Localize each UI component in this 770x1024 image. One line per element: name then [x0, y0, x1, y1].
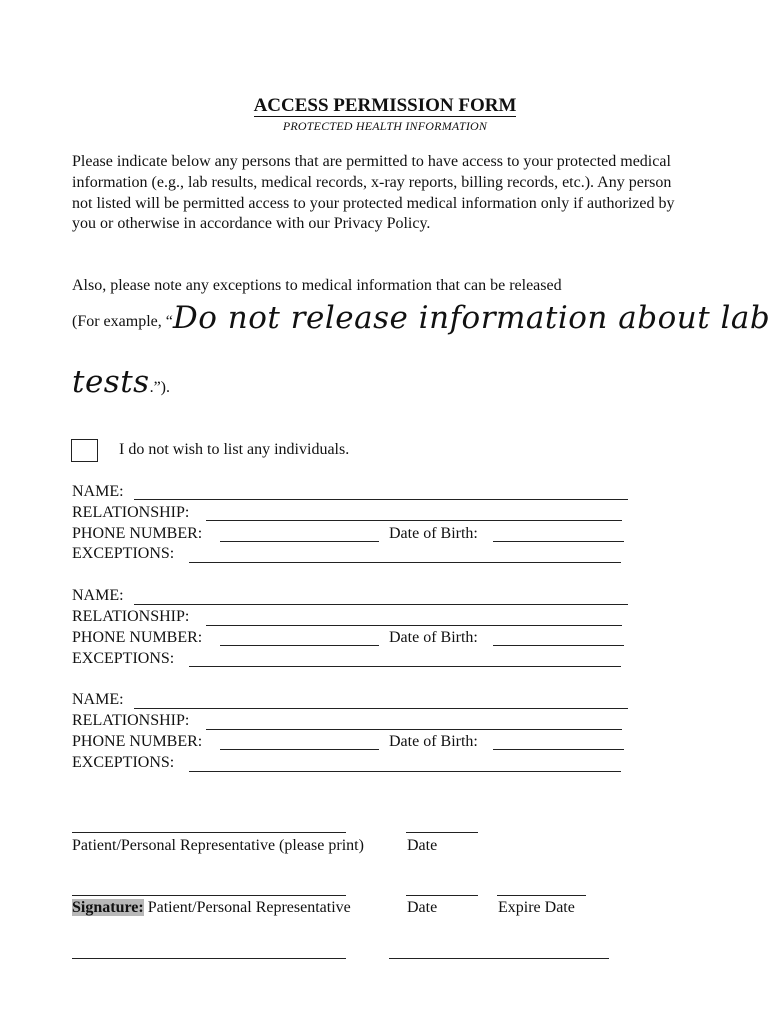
name-input-line[interactable] — [134, 604, 628, 605]
form-title-text: ACCESS PERMISSION FORM — [253, 95, 517, 116]
signature-date-label: Date — [407, 899, 438, 916]
form-subtitle: PROTECTED HEALTH INFORMATION — [282, 119, 488, 133]
no-individuals-label: I do not wish to list any individuals. — [119, 441, 350, 458]
relationship-label: RELATIONSHIP: — [72, 608, 190, 625]
print-date-label: Date — [407, 837, 438, 854]
name-input-line[interactable] — [134, 708, 628, 709]
example-prefix: (For example, “ — [72, 313, 173, 330]
signature-label-rest: Patient/Personal Representative — [143, 899, 351, 916]
exceptions-note: Also, please note any exceptions to medical information that can be released — [72, 277, 562, 294]
no-individuals-checkbox[interactable] — [71, 439, 98, 462]
phone-label: PHONE NUMBER: — [72, 629, 203, 646]
name-label: NAME: — [72, 483, 124, 500]
extra-line-right[interactable] — [389, 958, 609, 959]
example-suffix: .”). — [149, 379, 171, 396]
dob-input-line[interactable] — [493, 541, 624, 542]
intro-paragraph: Please indicate below any persons that are permitted to have access to your protected medical information (e.g., lab results, medical records, x-ray reports, billing records, etc.). Any person not listed will be permitted access to your protected medical information only if authorized by you or otherwise in accordance with our Privacy Policy. — [72, 153, 675, 233]
relationship-input-line[interactable] — [206, 625, 622, 626]
dob-label: Date of Birth: — [389, 525, 478, 542]
example-handwriting-2: tests — [72, 364, 150, 400]
relationship-label: RELATIONSHIP: — [72, 712, 190, 729]
name-label: NAME: — [72, 587, 124, 604]
dob-label: Date of Birth: — [389, 629, 478, 646]
relationship-input-line[interactable] — [206, 520, 622, 521]
exceptions-label: EXCEPTIONS: — [72, 545, 175, 562]
exceptions-input-line[interactable] — [189, 666, 621, 667]
name-input-line[interactable] — [134, 499, 628, 500]
signature-label — [72, 899, 351, 917]
dob-input-line[interactable] — [493, 749, 624, 750]
signature-date-line[interactable] — [406, 895, 478, 896]
signature-line[interactable] — [72, 895, 346, 896]
relationship-label: RELATIONSHIP: — [72, 504, 190, 521]
phone-input-line[interactable] — [220, 541, 379, 542]
relationship-input-line[interactable] — [206, 729, 622, 730]
example-handwriting: Do not release information about lab — [172, 300, 770, 336]
phone-label: PHONE NUMBER: — [72, 733, 203, 750]
print-name-label: Patient/Personal Representative (please print) — [72, 837, 364, 854]
print-date-line[interactable] — [406, 832, 478, 833]
exceptions-input-line[interactable] — [189, 562, 621, 563]
form-title — [0, 95, 770, 117]
exceptions-label: EXCEPTIONS: — [72, 754, 175, 771]
print-name-line[interactable] — [72, 832, 346, 833]
phone-input-line[interactable] — [220, 645, 379, 646]
extra-line-left[interactable] — [72, 958, 346, 959]
phone-input-line[interactable] — [220, 749, 379, 750]
example-line — [72, 300, 770, 336]
dob-label: Date of Birth: — [389, 733, 478, 750]
exceptions-label: EXCEPTIONS: — [72, 650, 175, 667]
exceptions-input-line[interactable] — [189, 771, 621, 772]
signature-highlight: Signature: — [72, 899, 144, 916]
expire-date-label: Expire Date — [498, 899, 575, 916]
name-label: NAME: — [72, 691, 124, 708]
expire-date-line[interactable] — [497, 895, 586, 896]
example-line-2 — [72, 364, 170, 400]
phone-label: PHONE NUMBER: — [72, 525, 203, 542]
dob-input-line[interactable] — [493, 645, 624, 646]
